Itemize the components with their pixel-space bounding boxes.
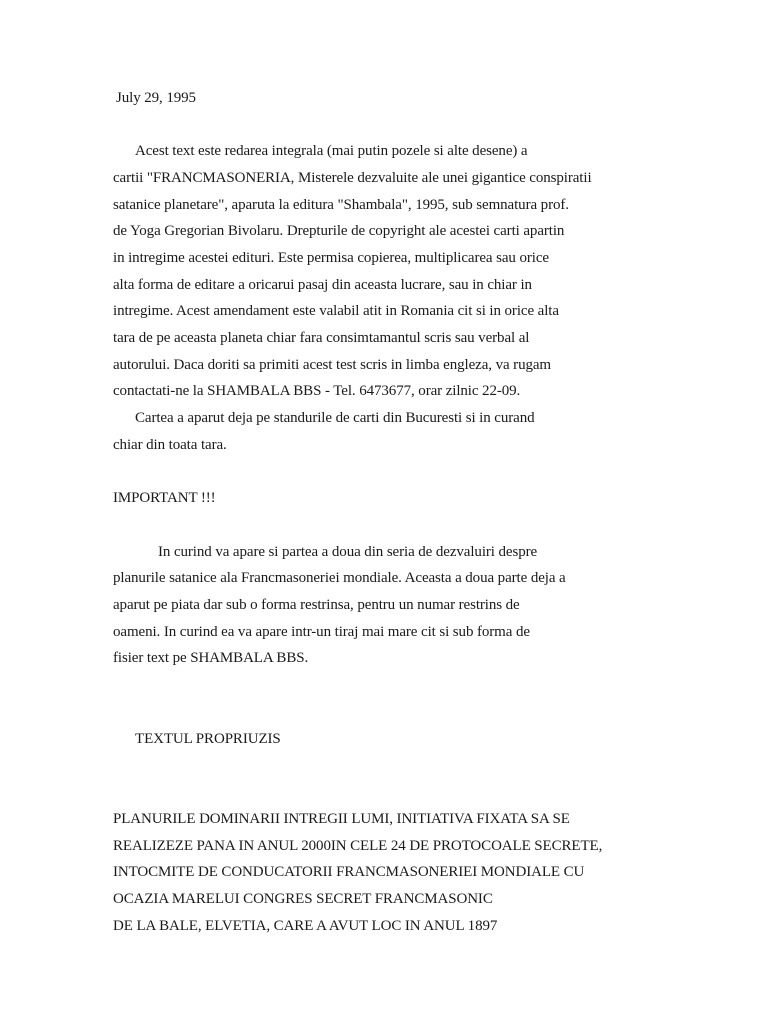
intro-line: satanice planetare", aparuta la editura "Shambala", 1995, sub semnatura prof. xyxy=(113,197,569,213)
important-line: aparut pe piata dar sub o forma restrinsa, pentru un numar restrins de xyxy=(113,597,520,613)
intro-line: autorului. Daca doriti sa primiti acest test scris in limba engleza, va rugam xyxy=(113,357,551,373)
title-line: PLANURILE DOMINARII INTREGII LUMI, INITIATIVA FIXATA SA SE xyxy=(113,811,570,827)
intro-line: de Yoga Gregorian Bivolaru. Drepturile de copyright ale acestei carti apartin xyxy=(113,223,565,239)
title-line: INTOCMITE DE CONDUCATORII FRANCMASONERIEI MONDIALE CU xyxy=(113,864,585,880)
document-date: July 29, 1995 xyxy=(116,90,196,106)
section-heading: TEXTUL PROPRIUZIS xyxy=(135,731,281,747)
important-line: planurile satanice ala Francmasoneriei mondiale. Aceasta a doua parte deja a xyxy=(113,570,566,586)
title-line: REALIZEZE PANA IN ANUL 2000IN CELE 24 DE PROTOCOALE SECRETE, xyxy=(113,838,603,854)
title-line: DE LA BALE, ELVETIA, CARE A AVUT LOC IN ANUL 1897 xyxy=(113,918,498,934)
important-line: fisier text pe SHAMBALA BBS. xyxy=(113,650,309,666)
important-line: oameni. In curind ea va apare intr-un tiraj mai mare cit si sub forma de xyxy=(113,624,530,640)
intro-line: tara de pe aceasta planeta chiar fara consimtamantul scris sau verbal al xyxy=(113,330,530,346)
important-heading: IMPORTANT !!! xyxy=(113,490,216,506)
important-line: In curind va apare si partea a doua din seria de dezvaluiri despre xyxy=(158,544,538,560)
intro-line: contactati-ne la SHAMBALA BBS - Tel. 6473677, orar zilnic 22-09. xyxy=(113,383,521,399)
intro-line: in intregime acestei edituri. Este permisa copierea, multiplicarea sau orice xyxy=(113,250,549,266)
intro-line: intregime. Acest amendament este valabil atit in Romania cit si in orice alta xyxy=(113,303,559,319)
intro-line: alta forma de editare a oricarui pasaj din aceasta lucrare, sau in chiar in xyxy=(113,277,532,293)
intro-line: cartii "FRANCMASONERIA, Misterele dezvaluite ale unei gigantice conspiratii xyxy=(113,170,592,186)
intro-line: Acest text este redarea integrala (mai putin pozele si alte desene) a xyxy=(135,143,528,159)
intro-line: Cartea a aparut deja pe standurile de carti din Bucuresti si in curand xyxy=(135,410,535,426)
title-line: OCAZIA MARELUI CONGRES SECRET FRANCMASONIC xyxy=(113,891,493,907)
intro-line: chiar din toata tara. xyxy=(113,437,227,453)
